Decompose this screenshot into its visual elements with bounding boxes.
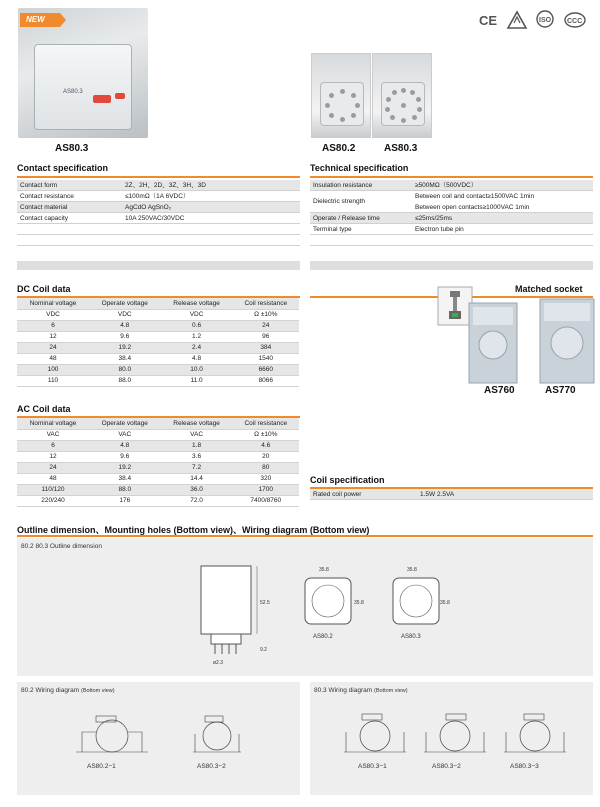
svg-text:35.8: 35.8 — [407, 567, 417, 573]
ce-mark-icon — [478, 10, 500, 30]
iso-seal-icon — [534, 10, 556, 30]
tuv-triangle-icon — [506, 10, 528, 30]
dc-coil-table: Nominal voltage Operate voltage Release voltage Coil resistance VDC VDC VDC Ω ±10% 6 4.8 0.6 24 12 9.6 1.2 96 24 19.2 2.4 384 48 38.4 4.8 1540 100 80.0 10.0 6660 110 88.0 11.0 8066 — [17, 298, 299, 387]
svg-text:AS80.2: AS80.2 — [313, 634, 333, 640]
svg-text:52.5: 52.5 — [260, 600, 270, 606]
wiring-caption-right: 80.3 Wiring diagram — [314, 687, 373, 694]
svg-text:ISO: ISO — [539, 17, 552, 24]
contact-spec-row: Contact resistance ≤100mΩ（1A 6VDC） — [17, 191, 300, 202]
outline-caption: 80.2 80.3 Outline dimension — [21, 543, 102, 550]
thumb-label-as80-2: AS80.2 — [322, 143, 356, 154]
wiring-diagram-as80-3-1 — [340, 710, 410, 758]
tech-spec-row: Operate / Release time ≤25ms/25ms — [310, 213, 593, 224]
svg-text:ø2.3: ø2.3 — [213, 660, 224, 666]
product-photo-as80-3 — [372, 53, 432, 138]
wiring-diagram-as80-3-2b — [420, 710, 490, 758]
socket-title: Matched socket — [515, 284, 583, 294]
ac-coil-table: Nominal voltage Operate voltage Release voltage Coil resistance VAC VAC VAC Ω ±10% 6 4.8 1.8 4.6 12 9.6 3.6 20 24 19.2 7.2 80 48 38.4 14.4 320 110/120 88.0 36.0 1700 220/240 176 72.0 7400/8760 — [17, 418, 299, 507]
coil-spec-title: Coil specification — [310, 475, 385, 485]
wiring-label: AS80.3−2 — [197, 763, 226, 770]
product-photo-as80-2 — [311, 53, 371, 138]
contact-spec-title: Contact specification — [17, 163, 109, 173]
contact-spec-row: Contact form 2Z、2H、2D、3Z、3H、3D — [17, 180, 300, 191]
wiring-caption-left: 80.2 Wiring diagram — [21, 687, 80, 694]
contact-spec-rule — [17, 176, 300, 178]
wiring-diagram-as80-3-2 — [187, 712, 247, 757]
svg-text:CE: CE — [479, 13, 498, 28]
socket-label-as760: AS760 — [484, 385, 515, 396]
dc-coil-title: DC Coil data — [17, 284, 71, 294]
svg-text:9.2: 9.2 — [260, 647, 267, 653]
wiring-label: AS80.3−3 — [510, 763, 539, 770]
svg-text:35.8: 35.8 — [440, 600, 450, 606]
thumb-label-as80-3: AS80.3 — [384, 143, 418, 154]
wiring-panel-as80-3: 80.3 Wiring diagram (Bottom view) AS80.3−1 AS80.3−2 AS80.3−3 — [310, 682, 593, 795]
outline-panel — [17, 538, 593, 676]
product-label-main: AS80.3 — [55, 143, 89, 154]
wiring-panel-as80-2: 80.2 Wiring diagram (Bottom view) AS80.2−1 AS80.3−2 — [17, 682, 300, 795]
svg-text:35.8: 35.8 — [354, 600, 364, 606]
outline-drawing — [187, 556, 450, 671]
new-badge: NEW — [20, 13, 60, 27]
coil-spec-row: Rated coil power 1.5W 2.5VA — [310, 489, 593, 500]
contact-spec-row: Contact material AgCdO AgSnO₂ — [17, 202, 300, 213]
wiring-label: AS80.2−1 — [87, 763, 116, 770]
svg-text:35.8: 35.8 — [319, 567, 329, 573]
outline-title: Outline dimension、Mounting holes (Bottom view)、Wiring diagram (Bottom view) — [17, 525, 370, 535]
wiring-diagram-as80-2-1 — [72, 712, 152, 757]
svg-text:CCC: CCC — [567, 18, 583, 25]
relay-illustration — [34, 44, 132, 130]
relay-model-print: AS80.3 — [63, 89, 83, 95]
tech-spec-rule — [310, 176, 593, 178]
socket-label-as770: AS770 — [545, 385, 576, 396]
ccc-mark-icon — [564, 10, 586, 30]
ac-coil-title: AC Coil data — [17, 404, 71, 414]
contact-spec-row: Contact capacity 10A 250VAC/30VDC — [17, 213, 300, 224]
wiring-diagram-as80-3-3 — [500, 710, 570, 758]
tech-spec-title: Technical specification — [310, 163, 409, 173]
tech-spec-row: Dielectric strength Between coil and contact≥1500VAC 1min Between open contacts≥1000VAC 1min — [310, 191, 593, 213]
socket-illustration — [436, 285, 596, 385]
wiring-label: AS80.3−2 — [432, 763, 461, 770]
tech-spec-row: Terminal type Electron tube pin — [310, 224, 593, 235]
tech-spec-row: Insulation resistance ≥500MΩ（500VDC） — [310, 180, 593, 191]
wiring-label: AS80.3−1 — [358, 763, 387, 770]
svg-text:AS80.3: AS80.3 — [401, 634, 421, 640]
product-photo-main — [18, 8, 148, 138]
